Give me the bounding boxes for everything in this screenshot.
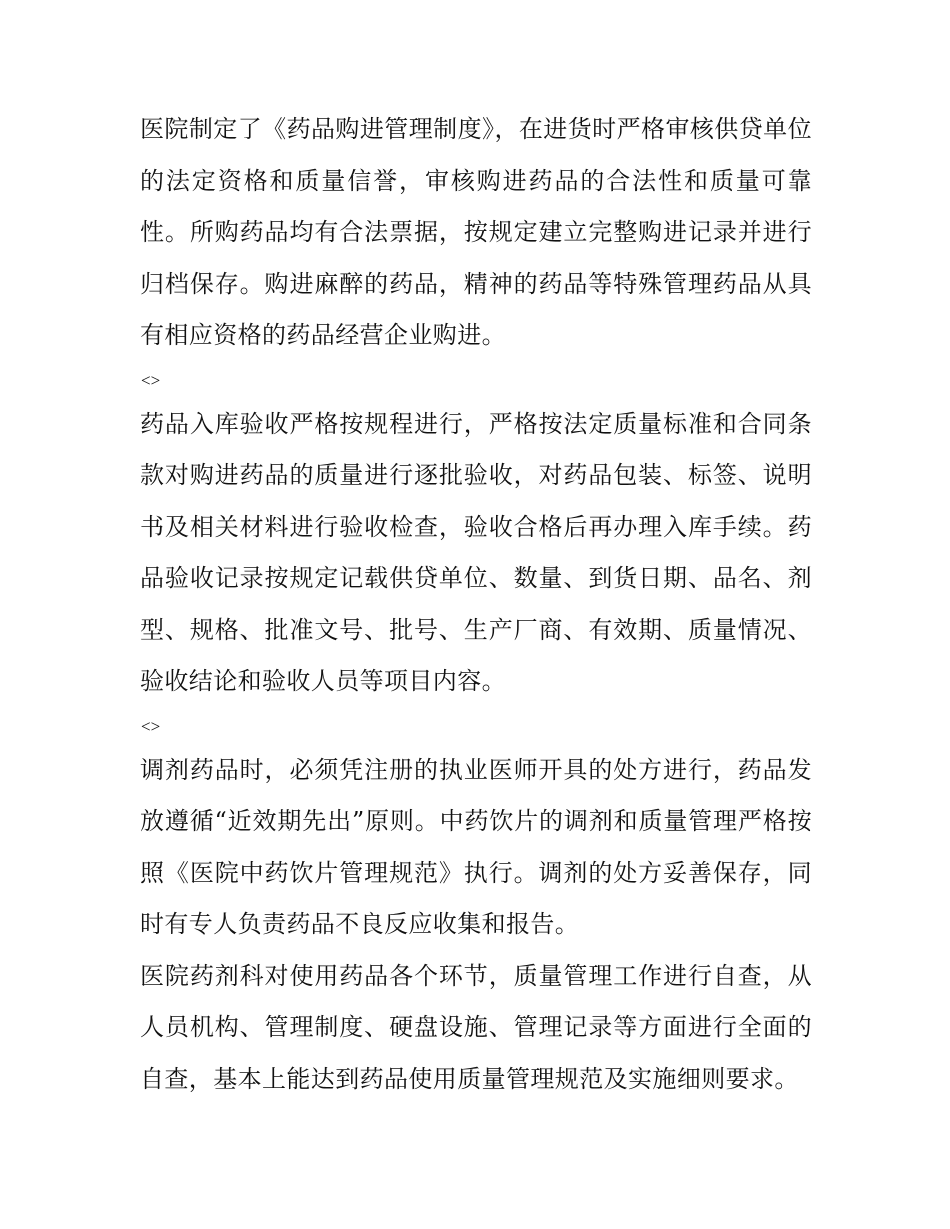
document-page: [140, 104, 812, 1105]
paragraph-self-inspection: 医院药剂科对使用药品各个环节，质量管理工作进行自查，从人员机构、管理制度、硬盘设施、管理记录等方面进行全面的自查，基本上能达到药品使用质量管理规范及实施细则要求。: [140, 961, 812, 1093]
paragraph-drug-dispensing: 调剂药品时，必须凭注册的执业医师开具的处方进行，药品发放遵循“近效期先出”原则。中药饮片的调剂和质量管理严格按照《医院中药饮片管理规范》执行。调剂的处方妥善保存，同时有专人负责药品不良反应收集和报告。: [140, 755, 812, 938]
separator-mark: <>: [141, 716, 161, 736]
separator-mark: <>: [141, 370, 161, 390]
paragraph-drug-procurement: 医院制定了《药品购进管理制度》，在进货时严格审核供贷单位的法定资格和质量信誉，审核购进药品的合法性和质量可靠性。所购药品均有合法票据，按规定建立完整购进记录并进行归档保存。购进麻醉的药品，精神的药品等特殊管理药品从具有相应资格的药品经营企业购进。: [140, 115, 812, 349]
paragraph-drug-acceptance: 药品入库验收严格按规程进行，严格按法定质量标准和合同条款对购进药品的质量进行逐批验收，对药品包装、标签、说明书及相关材料进行验收检查，验收合格后再办理入库手续。药品验收记录按规定记载供贷单位、数量、到货日期、品名、剂型、规格、批准文号、批号、生产厂商、有效期、质量情况、验收结论和验收人员等项目内容。: [140, 409, 812, 695]
